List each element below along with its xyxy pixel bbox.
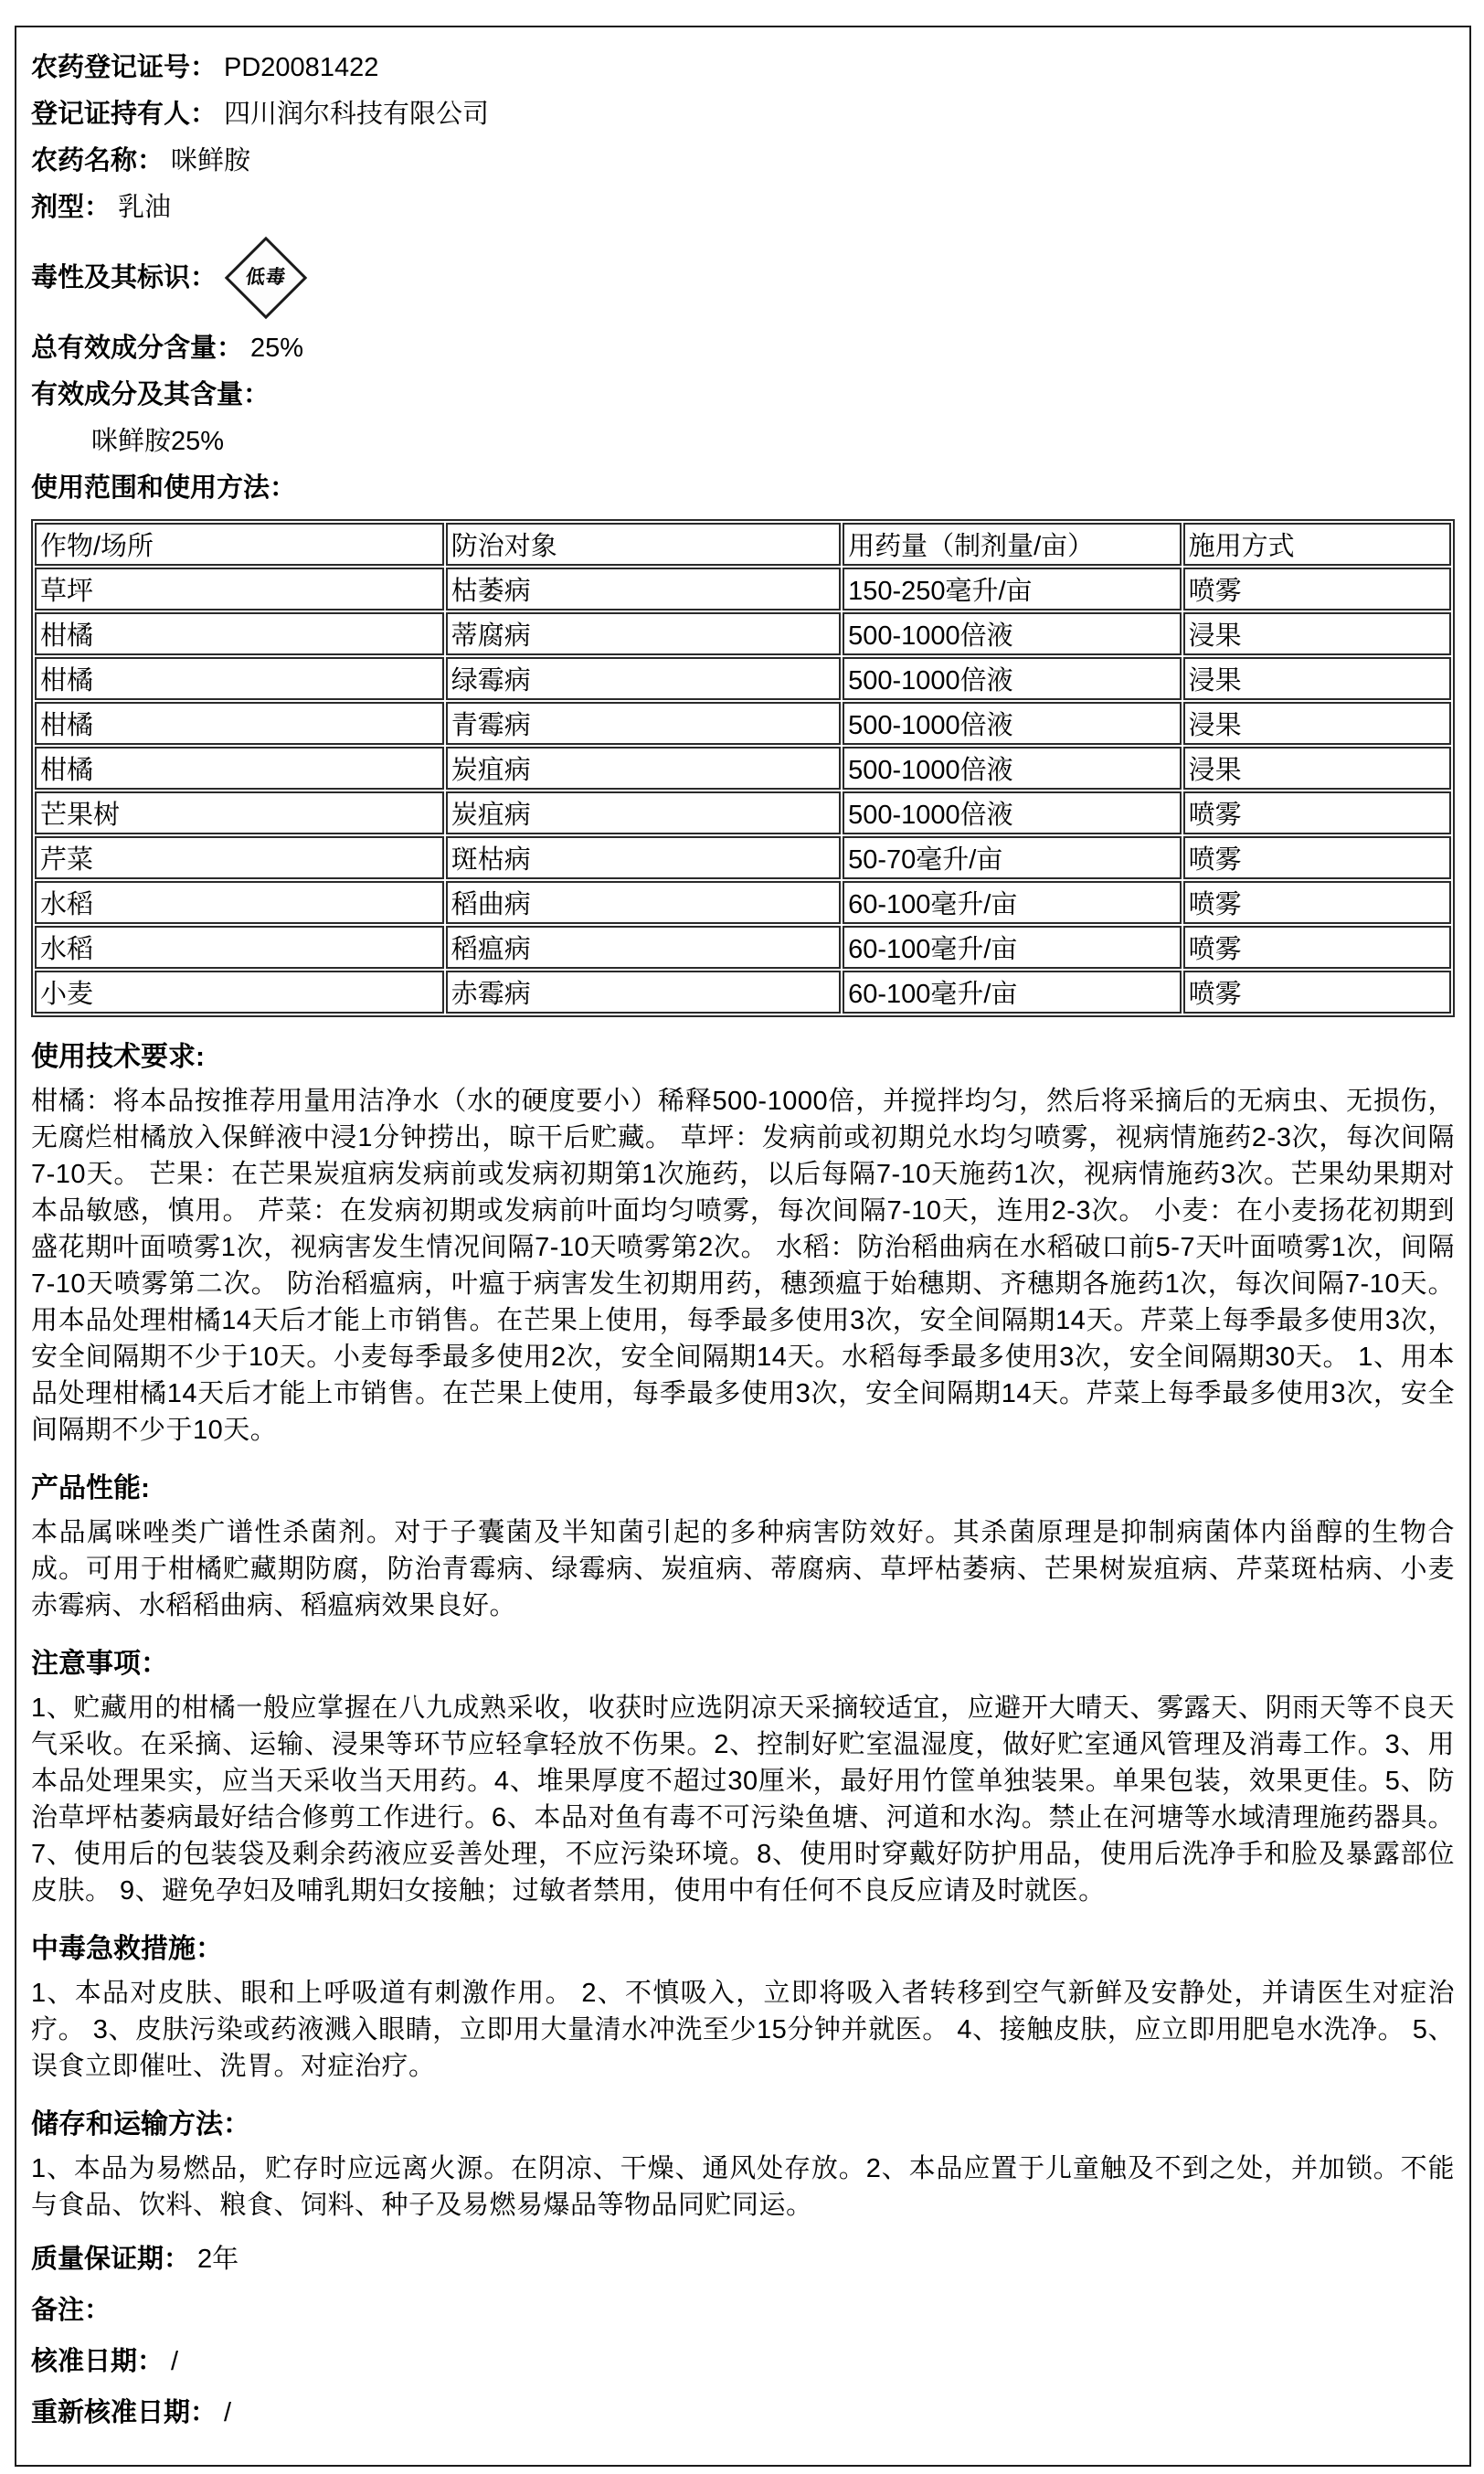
usage-table-cell: 青霉病	[446, 702, 841, 745]
usage-table-row	[35, 612, 1451, 655]
usage-table-cell: 蒂腐病	[446, 612, 841, 655]
reapproval-date-value: /	[224, 2398, 232, 2427]
toxicity-label: 毒性及其标识：	[31, 263, 217, 292]
usage-table-cell: 500-1000倍液	[843, 612, 1182, 655]
usage-table-cell: 50-70毫升/亩	[843, 836, 1182, 879]
usage-table-row	[35, 926, 1451, 969]
usage-table-cell: 60-100毫升/亩	[843, 971, 1182, 1014]
usage-table-row	[35, 747, 1451, 790]
field-approval-date	[31, 2346, 1455, 2377]
usage-table-cell: 小麦	[35, 971, 444, 1014]
usage-table-cell: 60-100毫升/亩	[843, 881, 1182, 924]
certificate-holder-value: 四川润尔科技有限公司	[224, 100, 490, 129]
usage-table-cell: 炭疽病	[446, 747, 841, 790]
field-quality-guarantee-period	[31, 2244, 1455, 2275]
field-certificate-holder	[31, 99, 1455, 130]
field-pesticide-name	[31, 145, 1455, 176]
usage-table-row	[35, 791, 1451, 834]
usage-table-cell: 稻瘟病	[446, 926, 841, 969]
field-total-active-content	[31, 333, 1455, 364]
usage-table-row	[35, 836, 1451, 879]
usage-table-cell: 浸果	[1183, 702, 1451, 745]
remark-label: 备注：	[31, 2296, 111, 2325]
text-sections	[31, 1041, 1455, 2224]
active-ingredient-line: 咪鲜胺25%	[91, 427, 225, 456]
usage-table-cell: 柑橘	[35, 702, 444, 745]
usage-table-row	[35, 881, 1451, 924]
registration-number-label: 农药登记证号：	[31, 53, 217, 82]
field-reapproval-date	[31, 2397, 1455, 2428]
usage-table-cell: 500-1000倍液	[843, 791, 1182, 834]
certificate-holder-label: 登记证持有人：	[31, 100, 217, 129]
usage-scope-heading: 使用范围和使用方法：	[31, 473, 297, 503]
usage-table-cell: 柑橘	[35, 747, 444, 790]
active-ingredients-heading: 有效成分及其含量：	[31, 380, 270, 409]
usage-table-cell: 柑橘	[35, 657, 444, 700]
usage-table-cell: 喷雾	[1183, 926, 1451, 969]
approval-date-value: /	[171, 2347, 179, 2376]
pesticide-name-label: 农药名称：	[31, 146, 164, 175]
section-body: 柑橘：将本品按推荐用量用洁净水（水的硬度要小）稀释500-1000倍，并搅拌均匀，然后将采摘后的无病虫、无损伤，无腐烂柑橘放入保鲜液中浸1分钟捞出，晾干后贮藏。 草坪：发病前或初期兑水均匀喷雾，视病情施药2-3次，每次间隔7-10天。 芒果：在芒果炭疽病发病前或发病初期第1次施药，以后每隔7-10天施药1次，视病情施药3次。芒果幼果期对本品敏感，慎用。 芹菜：在发病初期或发病前叶面均匀喷雾，每次间隔7-10天，连用2-3次。 小麦：在小麦扬花初期到盛花期叶面喷雾1次，视病害发生情况间隔7-10天喷雾第2次。 水稻：防治稻曲病在水稻破口前5-7天叶面喷雾1次，间隔7-10天喷雾第二次。 防治稻瘟病，叶瘟于病害发生初期用药，穗颈瘟于始穗期、齐穗期各施药1次，每次间隔7-10天。用本品处理柑橘14天后才能上市销售。在芒果上使用，每季最多使用3次，安全间隔期14天。芹菜上每季最多使用3次，安全间隔期不少于10天。小麦每季最多使用2次，安全间隔期14天。水稻每季最多使用3次，安全间隔期30天。 1、用本品处理柑橘14天后才能上市销售。在芒果上使用，每季最多使用3次，安全间隔期14天。芹菜上每季最多使用3次，安全间隔期不少于10天。	[31, 1087, 1455, 1445]
section-heading: 使用技术要求:	[31, 1042, 205, 1072]
usage-table-cell: 喷雾	[1183, 568, 1451, 611]
usage-table-header-cell: 作物/场所	[35, 523, 444, 566]
usage-table-header-cell: 施用方式	[1183, 523, 1451, 566]
usage-table-cell: 草坪	[35, 568, 444, 611]
usage-table-row	[35, 568, 1451, 611]
usage-table-row	[35, 702, 1451, 745]
usage-table-row	[35, 657, 1451, 700]
usage-table-header-cell: 用药量（制剂量/亩）	[843, 523, 1182, 566]
field-formulation	[31, 192, 1455, 223]
usage-table-cell: 浸果	[1183, 747, 1451, 790]
section-heading: 储存和运输方法：	[31, 2109, 250, 2140]
usage-table-cell: 浸果	[1183, 657, 1451, 700]
pesticide-name-value: 咪鲜胺	[171, 146, 251, 175]
approval-date-label: 核准日期：	[31, 2347, 164, 2376]
section-body: 1、本品为易燃品，贮存时应远离火源。在阴凉、干燥、通风处存放。2、本品应置于儿童触及不到之处，并加锁。不能与食品、饮料、粮食、饲料、种子及易燃易爆品等物品同贮同运。	[31, 2154, 1455, 2220]
field-remark	[31, 2295, 1455, 2326]
total-active-content-value: 25%	[250, 334, 304, 363]
usage-table-cell: 浸果	[1183, 612, 1451, 655]
usage-table-cell: 喷雾	[1183, 881, 1451, 924]
usage-table-header-cell: 防治对象	[446, 523, 841, 566]
usage-table-cell: 喷雾	[1183, 971, 1451, 1014]
usage-table-cell: 喷雾	[1183, 836, 1451, 879]
usage-table-cell: 喷雾	[1183, 791, 1451, 834]
usage-table-cell: 炭疽病	[446, 791, 841, 834]
toxicity-badge-text: 低毒	[244, 267, 288, 288]
usage-table-header-row	[35, 523, 1451, 566]
usage-table-cell: 500-1000倍液	[843, 702, 1182, 745]
section-body: 1、本品对皮肤、眼和上呼吸道有刺激作用。 2、不慎吸入，立即将吸入者转移到空气新鲜及安静处，并请医生对症治疗。 3、皮肤污染或药液溅入眼睛，立即用大量清水冲洗至少15分钟并就医。 4、接触皮肤，应立即用肥皂水洗净。 5、误食立即催吐、洗胃。对症治疗。	[31, 1979, 1455, 2081]
quality-guarantee-label: 质量保证期：	[31, 2245, 191, 2274]
usage-table-cell: 水稻	[35, 926, 444, 969]
usage-table-cell: 绿霉病	[446, 657, 841, 700]
usage-table-cell: 60-100毫升/亩	[843, 926, 1182, 969]
pesticide-registration-document	[15, 26, 1471, 2467]
usage-table-cell: 芹菜	[35, 836, 444, 879]
usage-table-cell: 赤霉病	[446, 971, 841, 1014]
section-body: 本品属咪唑类广谱性杀菌剂。对于子囊菌及半知菌引起的多种病害防效好。其杀菌原理是抑制病菌体内甾醇的生物合成。可用于柑橘贮藏期防腐，防治青霉病、绿霉病、炭疽病、蒂腐病、草坪枯萎病、芒果树炭疽病、芹菜斑枯病、小麦赤霉病、水稻稻曲病、稻瘟病效果良好。	[31, 1518, 1455, 1620]
usage-table-cell: 稻曲病	[446, 881, 841, 924]
low-toxicity-diamond-icon	[225, 237, 308, 320]
quality-guarantee-value: 2年	[197, 2245, 239, 2274]
usage-table-cell: 芒果树	[35, 791, 444, 834]
registration-number-value: PD20081422	[224, 53, 379, 82]
usage-table-cell: 枯萎病	[446, 568, 841, 611]
field-registration-number	[31, 52, 1455, 83]
field-toxicity	[31, 239, 1455, 317]
usage-table-cell: 斑枯病	[446, 836, 841, 879]
reapproval-date-label: 重新核准日期：	[31, 2398, 217, 2427]
usage-table-cell: 500-1000倍液	[843, 657, 1182, 700]
usage-table-row	[35, 971, 1451, 1014]
formulation-label: 剂型：	[31, 193, 111, 222]
usage-table-cell: 500-1000倍液	[843, 747, 1182, 790]
total-active-content-label: 总有效成分含量：	[31, 334, 244, 363]
bottom-fields	[31, 2244, 1455, 2428]
usage-table-cell: 水稻	[35, 881, 444, 924]
usage-table-cell: 柑橘	[35, 612, 444, 655]
formulation-value: 乳油	[118, 193, 172, 222]
section-heading: 注意事项：	[31, 1649, 168, 1679]
section-heading: 中毒急救措施：	[31, 1934, 223, 1964]
section-heading: 产品性能:	[31, 1473, 150, 1503]
section-body: 1、贮藏用的柑橘一般应掌握在八九成熟采收，收获时应选阴凉天采摘较适宜，应避开大晴天、雾露天、阴雨天等不良天气采收。在采摘、运输、浸果等环节应轻拿轻放不伤果。2、控制好贮室温湿度，做好贮室通风管理及消毒工作。3、用本品处理果实，应当天采收当天用药。4、堆果厚度不超过30厘米，最好用竹筐单独装果。单果包装，效果更佳。5、防治草坪枯萎病最好结合修剪工作进行。6、本品对鱼有毒不可污染鱼塘、河道和水沟。禁止在河塘等水域清理施药器具。7、使用后的包装袋及剩余药液应妥善处理，不应污染环境。8、使用时穿戴好防护用品，使用后洗净手和脸及暴露部位皮肤。 9、避免孕妇及哺乳期妇女接触；过敏者禁用，使用中有任何不良反应请及时就医。	[31, 1694, 1455, 1906]
usage-table	[31, 519, 1455, 1017]
usage-table-cell: 150-250毫升/亩	[843, 568, 1182, 611]
